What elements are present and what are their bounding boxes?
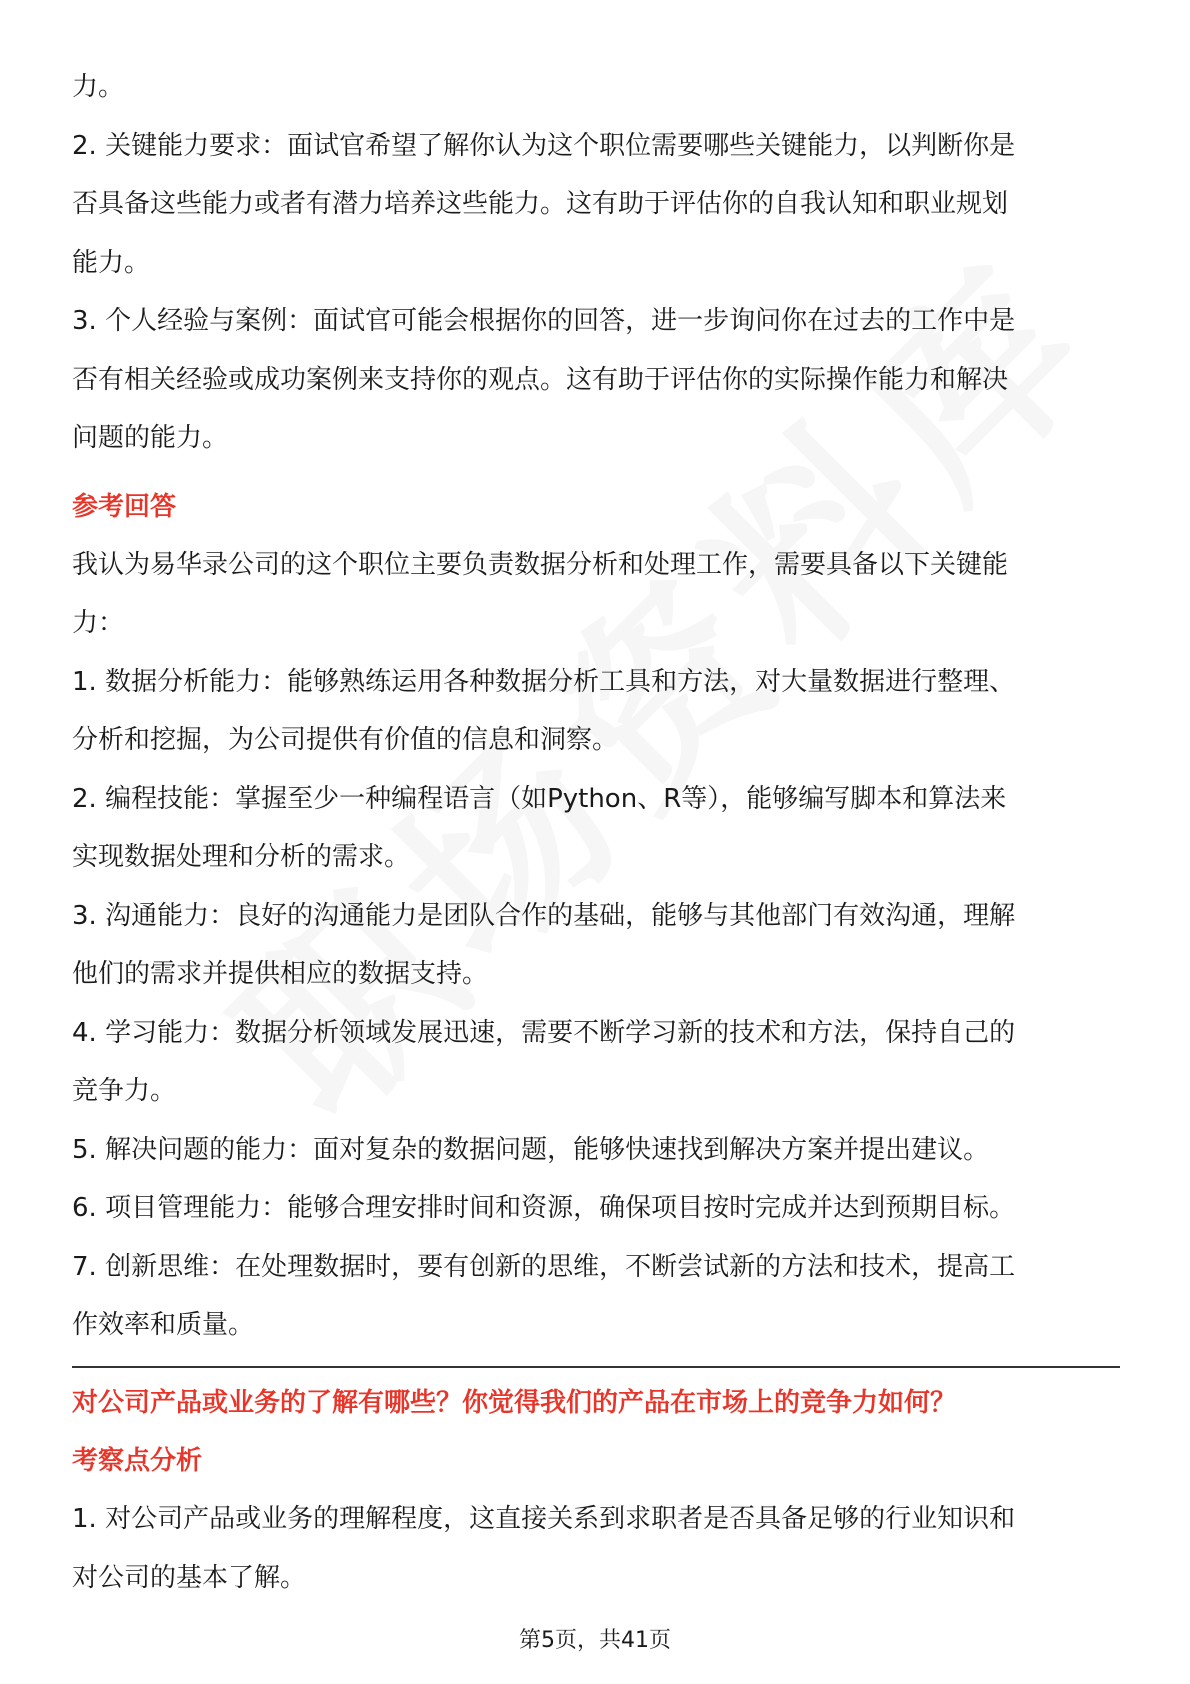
section-divider (72, 1366, 1120, 1368)
text-line: 竞争力。 (72, 1076, 177, 1106)
page-number: 第5页，共41页 (519, 1628, 671, 1653)
text-line: 1. 数据分析能力：能够熟练运用各种数据分析工具和方法，对大量数据进行整理、 (72, 666, 1016, 697)
text-line: 他们的需求并提供相应的数据支持。 (72, 959, 489, 989)
question-title: 对公司产品或业务的了解有哪些？你觉得我们的产品在市场上的竞争力如何？ (72, 1388, 957, 1418)
text-line: 能力。 (72, 247, 151, 278)
text-line: 2. 编程技能：掌握至少一种编程语言（如Python、R等），能够编写脚本和算法来 (72, 783, 1007, 814)
text-line: 作效率和质量。 (72, 1310, 255, 1340)
text-line: 7. 创新思维：在处理数据时，要有创新的思维，不断尝试新的方法和技术，提高工 (72, 1251, 1016, 1282)
interview-points-section (72, 58, 1122, 468)
reference-answer-heading: 参考回答 (72, 491, 177, 522)
reference-answer-section (72, 478, 1122, 1355)
text-line: 实现数据处理和分析的需求。 (72, 842, 411, 872)
text-line: 否具备这些能力或者有潜力培养这些能力。这有助于评估你的自我认知和职业规划 (72, 189, 1009, 219)
text-line: 6. 项目管理能力：能够合理安排时间和资源，确保项目按时完成并达到预期目标。 (72, 1193, 1016, 1223)
text-line: 分析和挖掘，为公司提供有价值的信息和洞察。 (72, 725, 619, 755)
text-line: 1. 对公司产品或业务的理解程度，这直接关系到求职者是否具备足够的行业知识和 (72, 1504, 1016, 1534)
text-line: 2. 关键能力要求：面试官希望了解你认为这个职位需要哪些关键能力，以判断你是 (72, 130, 1016, 161)
text-line: 对公司的基本了解。 (72, 1562, 307, 1593)
analysis-heading: 考察点分析 (72, 1446, 203, 1476)
text-line: 我认为易华录公司的这个职位主要负责数据分析和处理工作，需要具备以下关键能 (72, 549, 1009, 580)
text-line: 问题的能力。 (72, 423, 229, 453)
text-line: 3. 沟通能力：良好的沟通能力是团队合作的基础，能够与其他部门有效沟通，理解 (72, 900, 1016, 931)
page-content (72, 58, 1122, 1355)
text-line: 力。 (72, 72, 125, 102)
next-question-section (72, 1374, 1122, 1607)
text-line: 否有相关经验或成功案例来支持你的观点。这有助于评估你的实际操作能力和解决 (72, 364, 1009, 395)
text-line: 3. 个人经验与案例：面试官可能会根据你的回答，进一步询问你在过去的工作中是 (72, 306, 1016, 336)
text-line: 4. 学习能力：数据分析领域发展迅速，需要不断学习新的技术和方法，保持自己的 (72, 1017, 1016, 1048)
text-line: 5. 解决问题的能力：面对复杂的数据问题，能够快速找到解决方案并提出建议。 (72, 1134, 990, 1165)
text-line: 力： (72, 608, 125, 638)
